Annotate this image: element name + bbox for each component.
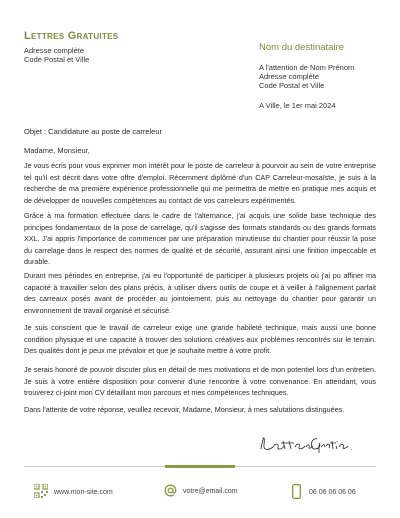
- recipient-title: Nom du destinataire: [259, 42, 345, 53]
- sender-city: Code Postal et Ville: [24, 55, 90, 64]
- footer-phone: [292, 484, 356, 501]
- paragraph-experience: Durant mes périodes en entreprise, j'ai eu l'opportunité de participer à plusieurs projets où j'ai pu affiner ma capacité à travailler selon des plans précis, à utiliser divers outils de coupe et à veiller à l'alignement parfait des carreaux posés avant de procéder au jointoiement, puis au nettoyage du chantier pour garantir un environnement de travail organisé et sécurisé.: [24, 271, 376, 315]
- paragraph-intro: Je vous écris pour vous exprimer mon intérêt pour le poste de carreleur à pourvoir au sein de votre entreprise tel qu'il est décrit dans votre offre d'emploi. Récemment diplômé d'un CAP Carreleur-mosaïste, je suis à la recherche de ma première expérience professionnelle qui me permettra de mettre en pratique mes acquis et de développer de nouvelles compétences au contact de vos carreleurs expérimentés.: [24, 161, 376, 205]
- paragraph-interview: Je serais honoré de pouvoir discuter plus en détail de mes motivations et de mon potentiel lors d'un entretien. Je suis à votre entière disposition pour convenir d'une rencontre à votre convenance. En attendant, vous trouverez ci-joint mon CV détaillant mon parcours et mes compétences techniques.: [24, 365, 376, 398]
- footer-accent-bar: [165, 465, 235, 468]
- sender-name: Lettres Gratuites: [24, 30, 119, 42]
- at-icon: [164, 484, 177, 499]
- footer-website: [34, 484, 113, 500]
- paragraph-closing: Dans l'attente de votre réponse, veuillez recevoir, Madame, Monsieur, à mes salutations distinguées.: [24, 405, 345, 414]
- salutation: Madame, Monsieur,: [24, 146, 90, 155]
- qr-code-icon: [34, 484, 48, 500]
- paragraph-training: Grâce à ma formation effectuée dans le cadre de l'alternance, j'ai acquis une solide base technique des principes fondamentaux de la pose de carrelage, qu'il s'agisse des formats standards ou des grands formats XXL. J'ai appris l'importance de commencer par une préparation minutieuse du chantier pour réussir la pose du carrelage dans le respect des normes de qualité et de sécurité, assurant ainsi une finition impeccable et durable.: [24, 211, 376, 267]
- recipient-attention: A l'attention de Nom Prénom: [259, 63, 355, 72]
- letter-object: Objet : Candidature au poste de carreleur: [24, 127, 162, 136]
- phone-icon: [292, 484, 301, 501]
- recipient-address: Adresse complète: [259, 72, 320, 81]
- recipient-city: Code Postal et Ville: [259, 81, 325, 90]
- phone-text[interactable]: 06 06 06 06 06: [309, 489, 356, 496]
- handwritten-signature: [255, 427, 355, 457]
- sender-address: Adresse complète: [24, 46, 85, 55]
- website-text[interactable]: www.mon-site.com: [54, 488, 113, 496]
- letter-date: A Ville, le 1er mai 2024: [259, 101, 336, 110]
- email-text[interactable]: votre@email.com: [183, 488, 238, 495]
- paragraph-qualities: Je suis conscient que le travail de carreleur exige une grande habileté technique, mais aussi une bonne condition physique et une capacité à trouver des solutions créatives aux problèmes rencontrés sur le terrain. Des qualités dont je peux me prévaloir et que je souhaite mettre à votre profit.: [24, 323, 376, 356]
- footer-email: [164, 484, 238, 499]
